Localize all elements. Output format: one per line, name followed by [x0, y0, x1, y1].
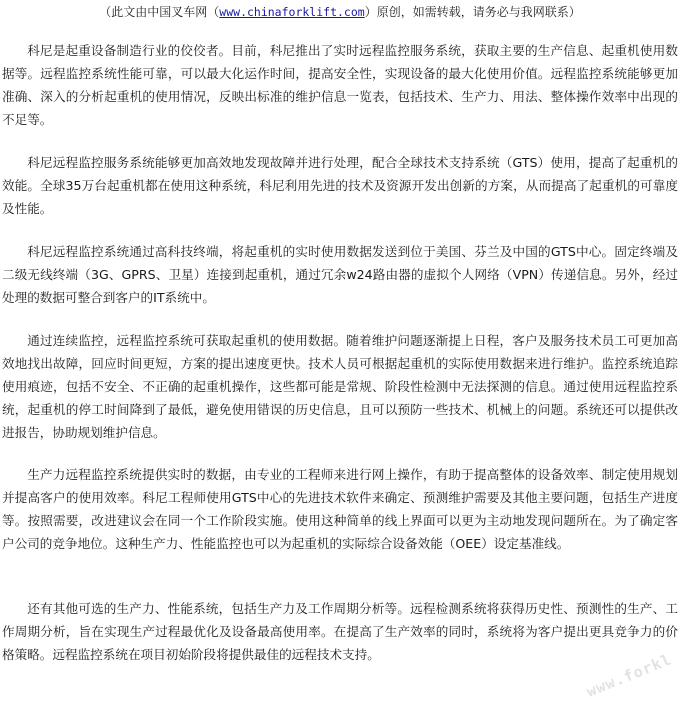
watermark: www.forkl	[583, 650, 674, 701]
paragraph-5: 生产力远程监控系统提供实时的数据，由专业的工程师来进行网上操作，有助于提高整体的设备效率、制定使用规划并提高客户的使用效率。科尼工程师使用GTS中心的先进技术软件来确定、预测维护需要及其他主要问题，包括生产进度等。按照需要，改进建议会在同一个工作阶段实施。使用这种简单的线上界面可以更为主动地发现问题所在。为了确定客户公司的竞争地位。这种生产力、性能监控也可以为起重机的实际综合设备效能（OEE）设定基准线。	[2, 467, 678, 551]
notice-suffix: ）原创，如需转载，请务必与我网联系）	[364, 5, 581, 19]
paragraph-4: 通过连续监控，远程监控系统可获取起重机的使用数据。随着维护问题逐渐提上日程，客户及服务技术员工可更加高效地找出故障，回应时间更短，方案的提出速度更快。技术人员可根据起重机的实际使用数据来进行维护。监控系统追踪使用痕迹，包括不安全、不正确的起重机操作，这些都可能是常规、阶段性检测中无法探测的信息。通过使用远程监控系统，起重机的停工时间降到了最低，避免使用错误的历史信息，且可以预防一些技术、机械上的问题。系统还可以提供改进报告，协助规划维护信息。	[2, 333, 678, 440]
copyright-notice	[0, 2, 680, 22]
paragraph-1: 科尼是起重设备制造行业的佼佼者。目前，科尼推出了实时远程监控服务系统，获取主要的生产信息、起重机使用数据等。远程监控系统性能可靠，可以最大化运作时间，提高安全性，实现设备的最大化使用价值。远程监控系统能够更加准确、深入的分析起重机的使用情况，反映出标准的维护信息一览表，包括技术、生产力、用法、整体操作效率中出现的不足等。	[2, 43, 678, 127]
paragraph-3: 科尼远程监控系统通过高科技终端，将起重机的实时使用数据发送到位于美国、芬兰及中国的GTS中心。固定终端及二级无线终端（3G、GPRS、卫星）连接到起重机，通过冗余w24路由器的虚拟个人网络（VPN）传递信息。另外，经过处理的数据可整合到客户的IT系统中。	[2, 244, 678, 305]
paragraph-6: 还有其他可选的生产力、性能系统，包括生产力及工作周期分析等。远程检测系统将获得历史性、预测性的生产、工作周期分析，旨在实现生产过程最优化及设备最高使用率。在提高了生产效率的同时，系统将为客户提出更具竞争力的价格策略。远程监控系统在项目初始阶段将提供最佳的远程技术支持。	[2, 601, 678, 662]
copyright-notice-wrap	[0, 0, 680, 22]
source-link[interactable]: www.chinaforklift.com	[219, 5, 365, 19]
paragraph-2: 科尼远程监控服务系统能够更加高效地发现故障并进行处理，配合全球技术支持系统（GTS）使用，提高了起重机的效能。全球35万台起重机都在使用这种系统，科尼利用先进的技术及资源开发出创新的方案，从而提高了起重机的可靠度及性能。	[2, 155, 678, 216]
notice-prefix: （此文由中国叉车网（	[99, 5, 220, 19]
